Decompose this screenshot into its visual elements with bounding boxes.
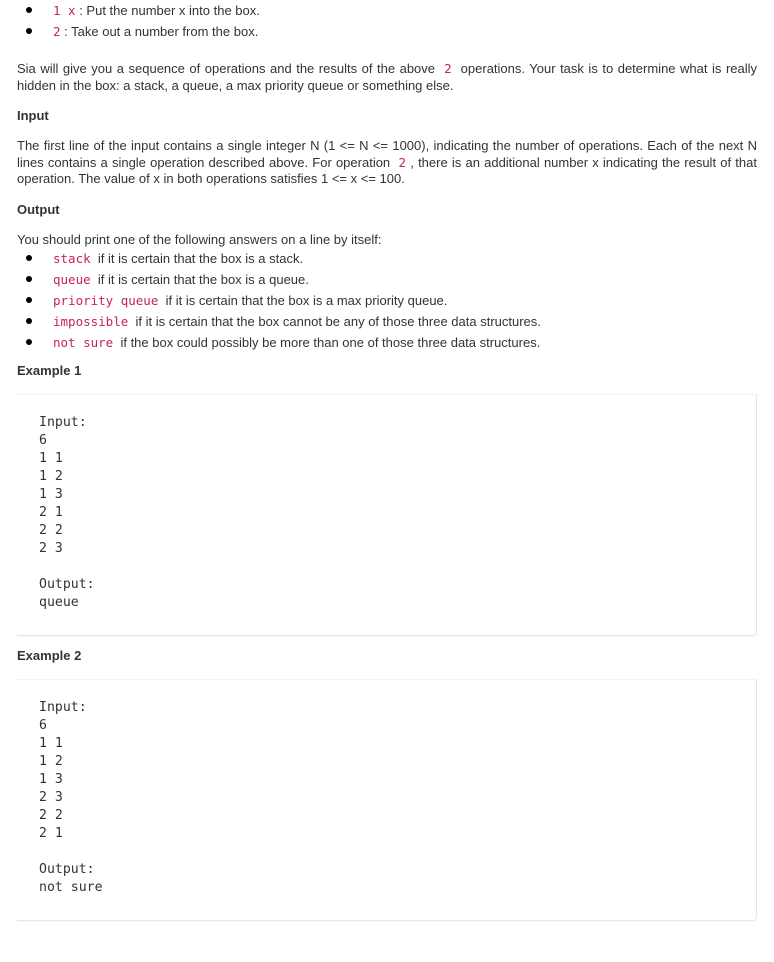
input-text-after: , there is an additional number x indicating the result of that operation. The value of x in both operations satisfies 1 <= x <= 100. (17, 154, 757, 186)
problem-statement (17, 0, 757, 921)
answer-text: if it is certain that the box cannot be any of those three data structures. (135, 314, 541, 329)
bullet-icon (26, 318, 32, 324)
operation-code: 1 x (53, 3, 76, 18)
example-2-box (17, 679, 757, 921)
bullet-icon (26, 276, 32, 282)
answer-text: if the box could possibly be more than one of those three data structures. (120, 335, 541, 350)
answer-text: if it is certain that the box is a max priority queue. (165, 293, 448, 308)
operation-text: : Take out a number from the box. (64, 24, 259, 39)
answer-text: if it is certain that the box is a queue. (97, 272, 309, 287)
example-2-code: Input: 6 1 1 1 2 1 3 2 3 2 2 2 1 Output: not sure (39, 700, 103, 895)
input-description (17, 138, 757, 188)
statement-text-after: operations. Your task is to determine what is really hidden in the box: a stack, a queue, a max priority queue or something else. (17, 61, 758, 93)
list-item (17, 311, 757, 332)
list-item (17, 332, 757, 353)
bullet-icon (26, 339, 32, 345)
answer-code: priority queue (53, 293, 159, 308)
operation-code: 2 (53, 24, 61, 39)
input-code: 2 (398, 154, 407, 170)
bullet-icon (26, 297, 32, 303)
bullet-icon (26, 255, 32, 261)
example-1-box (17, 394, 757, 636)
answers-list (17, 248, 757, 353)
answer-text: if it is certain that the box is a stack. (97, 251, 304, 266)
operations-list (17, 0, 757, 42)
answer-code: not sure (53, 335, 114, 350)
bullet-icon (26, 28, 32, 34)
operation-text: : Put the number x into the box. (79, 3, 260, 18)
list-item (17, 290, 757, 311)
input-text-before: The first line of the input contains a single integer N (1 <= N <= 1000), indicating the number of operations. Each of the next N lines contains a single operation described above. For operation (17, 138, 757, 170)
answer-code: queue (53, 272, 91, 287)
answer-code: stack (53, 251, 91, 266)
example-2-heading: Example 2 (17, 648, 82, 663)
output-intro: You should print one of the following answers on a line by itself: (17, 231, 382, 247)
list-item (17, 269, 757, 290)
example-1-heading: Example 1 (17, 363, 82, 378)
input-heading: Input (17, 108, 49, 123)
example-1-code: Input: 6 1 1 1 2 1 3 2 1 2 2 2 3 Output: queue (39, 415, 95, 610)
output-heading: Output (17, 201, 60, 217)
list-item (17, 0, 757, 21)
statement-paragraph (17, 61, 757, 94)
statement-code: 2 (444, 61, 452, 76)
list-item (17, 21, 757, 42)
answer-code: impossible (53, 314, 129, 329)
statement-text-before: Sia will give you a sequence of operations and the results of the above (17, 61, 436, 76)
list-item (17, 248, 757, 269)
bullet-icon (26, 7, 32, 13)
